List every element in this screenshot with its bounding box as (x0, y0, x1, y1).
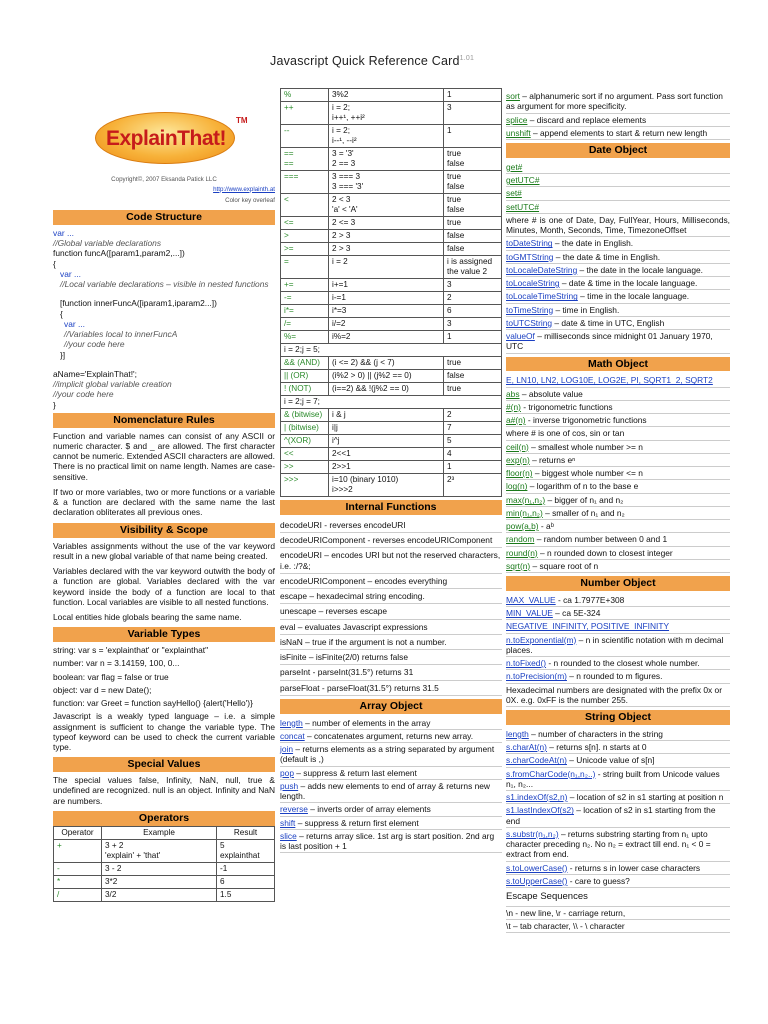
method-desc: – n rounded to m figures. (566, 671, 663, 682)
list-item: parseInt - parseInt(31.5°) returns 31 (280, 665, 502, 680)
column-3 (506, 90, 730, 933)
list-item (506, 862, 730, 875)
list-item (506, 634, 730, 658)
nomenclature-header: Nomenclature Rules (53, 413, 275, 428)
method-link[interactable]: min(n₁,n₂) (506, 507, 543, 518)
date-where: where # is one of Date, Day, FullYear, Hours, Milliseconds, Minutes, Month, Seconds, Time, TimezoneOffset (506, 214, 730, 238)
method-desc: - string built from Unicode values n₁, n₂... (506, 768, 720, 789)
method-link[interactable]: s.substr(n₁,n₂) (506, 828, 559, 839)
method-desc: – the date in the locale language. (577, 264, 703, 275)
method-link[interactable]: toLocaleString (506, 278, 560, 289)
code-structure-header: Code Structure (53, 210, 275, 225)
method-link[interactable]: s.fromCharCode(n₁,n₂..) (506, 768, 596, 779)
method-link[interactable]: #(n) (506, 401, 521, 412)
list-item (506, 791, 730, 804)
date-method-link[interactable]: setUTC# (506, 201, 730, 214)
list-item (506, 388, 730, 401)
method-desc: – time in the locale language. (577, 291, 690, 302)
list-item (506, 304, 730, 317)
method-desc: – returns elements as a string separated by argument (default is ,) (280, 744, 495, 765)
logo-text: ExplainThat! (105, 127, 226, 150)
method-link[interactable]: pow(a,b) (506, 521, 539, 532)
list-item (506, 480, 730, 493)
method-desc: – date & time in the locale language. (559, 278, 698, 289)
list-item (506, 414, 730, 427)
method-link[interactable]: random (506, 534, 535, 545)
method-link[interactable]: length (280, 717, 303, 728)
method-link[interactable]: unshift (506, 127, 531, 138)
table-row: * 3*2 6 (54, 875, 275, 888)
method-desc: – append elements to start & return new length (530, 127, 708, 138)
method-desc: – milliseconds since midnight 01 January 1970, UTC (506, 331, 713, 352)
list-item (506, 401, 730, 414)
method-link[interactable]: floor(n) (506, 468, 533, 479)
column-1: ExplainThat! TM Copyright©, 2007 Eksanda Patick LLC http://www.explainth.at Color key overleaf Code Structure var ... //Global variable declarations function funcA([param1,param2,...]) { var ... //Local variable declarations – visible in nested functions [function innerFuncA([iparam1,iparam2...]) { var ... //Variables local to innerFuncA //your code here }] aName='ExplainThat!'; //implicit global variable creation //your code here } Nomenclature Rules Function and variable names can consist of any ASCII or numeric character. $ and _ are allowed. The first character cannot be numeric. Extended ASCII characters are allowed. There is no practical limit on name length. Names are case-sensitive. If two or more variables, two or more functions or a variable & a function are declared with the same name the last declaration obliterates all previous ones. Visibility & Scope Variables assignments without the use of the var keyword result in a new global variable of that name being created. Variables declared with the var keyword outwith the body of a function are global. Variables declared with the var keyword inside the body of a function are local to that function. Local variables are visible to all nested functions. Local entities hide globals bearing the same name. Variable Types string: var s = 'explainthat' or "explainthat" number: var n = 3.14159, 100, 0... boolean: var flag = false or true object: var d = new Date(); function: var Greet = function sayHello() {alert('Hello')} Javascript is a weakly typed language – i.e. a simple assignment is sufficient to change the variable type. The typeof keyword can be used to check the current variable type. Special Values The special values false, Infinity, NaN, null, true & undefined are recognized. null is an object. Infinity and NaN are numbers. Operators Operator Example Result + 3 + 2 'explain' + 'that' 5 explainthat - 3 - 2 -1 * 3*2 6 / 3/2 1.5 (53, 90, 275, 902)
table-row: += i+=1 3 (281, 279, 502, 292)
method-desc: – number of elements in the array (302, 717, 431, 728)
method-link[interactable]: shift (280, 817, 296, 828)
method-link[interactable]: length (506, 728, 529, 739)
variable-types-p: Javascript is a weakly typed language – i.e. a simple assignment is sufficient to change the variable type. The typeof keyword can be used to check the current variable type. (53, 711, 275, 753)
operators-table-cont (280, 88, 502, 497)
table-row: ! (NOT) (i==2) && !(j%2 == 0) true (281, 383, 502, 396)
method-link[interactable]: MAX_VALUE (506, 594, 556, 605)
list-item (506, 114, 730, 127)
method-link[interactable]: s1.lastIndexOf(s2) (506, 805, 574, 816)
list-item (506, 330, 730, 354)
table-row: & (bitwise) i & j 2 (281, 409, 502, 422)
list-item: decodeURI - reverses encodeURI (280, 518, 502, 533)
method-link[interactable]: pop (280, 767, 294, 778)
method-desc: – the date in English. (552, 238, 634, 249)
method-link[interactable]: toLocaleDateString (506, 264, 578, 275)
date-items (506, 161, 730, 214)
table-row: % 3%2 1 (281, 89, 502, 102)
method-link[interactable]: toTimeString (506, 304, 554, 315)
table-row: + 3 + 2 'explain' + 'that' 5 explainthat (54, 839, 275, 862)
list-item (506, 547, 730, 560)
method-desc: – date & time in UTC, English (552, 317, 665, 328)
method-link[interactable]: sort (506, 91, 520, 101)
list-item (506, 507, 730, 520)
array-list (280, 717, 502, 854)
visibility-p3: Local entities hide globals bearing the same name. (53, 612, 242, 623)
method-link[interactable]: MIN_VALUE (506, 608, 553, 619)
math-methods (506, 388, 730, 574)
method-desc: - n rounded to the closest whole number. (546, 658, 700, 669)
method-link[interactable]: toUTCString (506, 317, 553, 328)
method-link[interactable]: max(n₁,n₂) (506, 494, 546, 505)
list-item (280, 817, 502, 830)
method-desc: – logarithm of n to the base e (527, 481, 639, 492)
method-link[interactable]: exp(n) (506, 454, 530, 465)
list-item (506, 317, 730, 330)
string-header: String Object (506, 710, 730, 725)
method-desc: – the date & time in English. (553, 251, 661, 262)
logo (53, 104, 275, 176)
method-link[interactable]: s.toUpperCase() (506, 875, 568, 886)
list-item (280, 743, 502, 767)
method-desc: – location of s2 in s1 starting at position n (567, 792, 724, 803)
date-method-link[interactable]: set# (506, 187, 730, 200)
website-link[interactable]: http://www.explainth.at (213, 185, 275, 193)
list-item (506, 427, 730, 440)
method-desc: – alphanumeric sort if no argument. Pass sort function as argument for more specificity. (506, 91, 723, 112)
list-item (506, 754, 730, 767)
number-header: Number Object (506, 576, 730, 591)
list-item (506, 290, 730, 303)
method-desc: – adds new elements to end of array & returns new length. (280, 780, 490, 802)
array-list-cont (506, 90, 730, 140)
list-item: isFinite – isFinite(2/0) returns false (280, 650, 502, 665)
table-row: >> 2>>1 1 (281, 461, 502, 474)
color-key: Color key overleaf (225, 197, 275, 205)
method-desc: – location of s2 in s1 starting from the end (506, 805, 716, 826)
method-link[interactable]: push (280, 780, 299, 791)
operators-header: Operators (53, 811, 275, 826)
number-items (506, 594, 730, 684)
method-desc: – returns substring starting from n₁ upto character preceding n₂. No n₂ = extract till end. n₁ < 0 = extract from end. (506, 828, 711, 860)
list-item: unescape – reverses escape (280, 604, 502, 619)
page-title: Javascript Quick Reference Card$^{1.01}$ (270, 54, 475, 68)
table-row: / 3/2 1.5 (54, 888, 275, 901)
list-item (280, 803, 502, 816)
table-row: = i = 2 i is assigned the value 2 (281, 256, 502, 279)
method-link[interactable]: round(n) (506, 547, 538, 558)
visibility-header: Visibility & Scope (53, 523, 275, 538)
math-constants[interactable]: E, LN10, LN2, LOG10E, LOG2E, PI, SQRT1_2, SQRT2 (506, 374, 730, 387)
table-row: - 3 - 2 -1 (54, 862, 275, 875)
number-note: Hexadecimal numbers are designated with the prefix 0x or 0X. e.g. 0xFF is the number 255. (506, 684, 730, 708)
table-row: %= i%=2 1 (281, 331, 502, 344)
method-desc: – time in English. (553, 304, 620, 315)
table-row: <= 2 <= 3 true (281, 217, 502, 230)
table-row: && (AND) (i <= 2) && (j < 7) true (281, 357, 502, 370)
variable-types-header: Variable Types (53, 627, 275, 642)
list-item (506, 804, 730, 828)
method-link[interactable]: concat (280, 730, 305, 741)
method-link[interactable]: log(n) (506, 481, 528, 492)
method-desc: – discard and replace elements (527, 114, 647, 125)
list-item (506, 670, 730, 683)
method-desc: – concatenates argument, returns new array. (304, 730, 474, 741)
copyright: Copyright©, 2007 Eksanda Patick LLC (111, 176, 217, 183)
method-desc: - aᵇ (538, 521, 554, 532)
method-link[interactable]: reverse (280, 804, 308, 815)
method-link[interactable]: valueOf (506, 331, 535, 342)
list-item (506, 533, 730, 546)
table-row: << 2<<1 4 (281, 448, 502, 461)
list-item (506, 277, 730, 290)
method-link[interactable]: join (280, 744, 294, 755)
method-desc: where # is one of cos, sin or tan (506, 428, 625, 439)
method-desc: – returns s[n]. n starts at 0 (546, 742, 647, 753)
table-row: < 2 < 3 'a' < 'A' true false (281, 194, 502, 217)
method-desc: – n in scientific notation with m decimal places. (506, 634, 724, 655)
table-row: ^(XOR) i^j 5 (281, 435, 502, 448)
list-item (506, 875, 730, 888)
list-item (506, 741, 730, 754)
span-row-1: i = 2;j = 5; (281, 344, 502, 357)
list-item: encodeURI – encodes URI but not the reserved characters, i.e. :/?&; (280, 548, 502, 574)
method-link[interactable]: s.charAt(n) (506, 742, 547, 753)
method-desc: – returns array slice. 1st arg is start position. 2nd arg is last position + 1 (280, 830, 495, 852)
list-item (506, 264, 730, 277)
table-row: >>> i=10 (binary 1010) i>>>2 2³ (281, 474, 502, 497)
list-item: isNaN – true if the argument is not a number. (280, 635, 502, 650)
method-link[interactable]: slice (280, 830, 297, 841)
nomenclature-p1: Function and variable names can consist of any ASCII or numeric character. $ and _ are allowed. The first character cannot be numeric. Extended ASCII characters are allowed. There is no practical limit on name length. Names are case-sensitive. (53, 430, 275, 482)
list-item: escape – hexadecimal string encoding. (280, 589, 502, 604)
method-desc: - ca 1.7977E+308 (555, 594, 625, 605)
nomenclature-p2: If two or more variables, two or more functions or a variable & a function are declared with the same name the last declaration obliterates all previous ones. (53, 486, 275, 518)
list-item (280, 780, 502, 804)
internal-header: Internal Functions (280, 500, 502, 515)
list-item (506, 657, 730, 670)
logo-tm: TM (236, 116, 248, 125)
list-item (506, 520, 730, 533)
method-desc: - care to guess? (567, 875, 630, 886)
method-link[interactable]: s1.indexOf(s2,n) (506, 792, 568, 803)
visibility-p2: Variables declared with the var keyword outwith the body of a function are global. Variables declared with the var keyword inside the body of a function are local to that function. Local variables are visible to all nested functions. (53, 566, 275, 607)
method-link[interactable]: s.charCodeAt(n) (506, 755, 567, 766)
date-method-link[interactable]: getUTC# (506, 174, 730, 187)
visibility-p1: Variables assignments without the use of the var keyword result in a new global variable of that name being created. (53, 540, 275, 561)
math-header: Math Object (506, 357, 730, 372)
table-row: -= i-=1 2 (281, 292, 502, 305)
method-desc: – returns eⁿ (529, 454, 576, 465)
list-item: eval – evaluates Javascript expressions (280, 620, 502, 635)
span-row-2: i = 2;j = 7; (281, 396, 502, 409)
method-desc: – suppress & return first element (295, 817, 419, 828)
date-header: Date Object (506, 143, 730, 158)
column-2 (280, 88, 502, 853)
method-desc: - returns s in lower case characters (567, 862, 701, 873)
method-desc: – inverts order of array elements (307, 804, 431, 815)
list-item (280, 730, 502, 743)
list-item (506, 768, 730, 792)
list-item: encodeURIComponent – encodes everything (280, 574, 502, 589)
method-desc: – n rounded down to closest integer (537, 547, 673, 558)
method-link[interactable]: a#(n) (506, 415, 526, 426)
method-desc: - trigonometric functions (520, 401, 613, 412)
list-item (506, 828, 730, 862)
method-desc: – random number between 0 and 1 (534, 534, 668, 545)
table-row: -- i = 2; i--¹, --i² 1 (281, 125, 502, 148)
escape-title: Escape Sequences (506, 888, 730, 907)
table-row: | (bitwise) i|j 7 (281, 422, 502, 435)
list-item (506, 494, 730, 507)
method-link[interactable]: n.toPrecision(m) (506, 671, 567, 682)
method-link[interactable]: abs (506, 388, 520, 399)
list-item (506, 127, 730, 140)
method-link[interactable]: splice (506, 114, 528, 125)
list-item: parseFloat - parseFloat(31.5°) returns 31.5 (280, 681, 502, 696)
internal-list (280, 518, 502, 696)
escape-line-1: \n - new line, \r - carriage return, (506, 907, 730, 920)
list-item (506, 728, 730, 741)
list-item (506, 454, 730, 467)
escape-line-2: \t – tab character, \\ - \ character (506, 920, 730, 933)
list-item (506, 607, 730, 620)
method-link[interactable]: s.toLowerCase() (506, 862, 568, 873)
method-link[interactable]: sqrt(n) (506, 560, 531, 571)
code-structure: var ... //Global variable declarations function funcA([param1,param2,...]) { var ... //Local variable declarations – visible in nested functions [function innerFuncA([iparam1,iparam2...]) { var ... //Variables local to innerFuncA //your code here }] aName='ExplainThat!'; //implicit global variable creation //your code here } (53, 227, 269, 410)
table-row: || (OR) (i%2 > 0) || (j%2 == 0) false (281, 370, 502, 383)
method-link[interactable]: toLocaleTimeString (506, 291, 578, 302)
date-methods (506, 237, 730, 353)
table-row: > 2 > 3 false (281, 230, 502, 243)
table-row: ++ i = 2; i++¹, ++i² 3 (281, 102, 502, 125)
array-header: Array Object (280, 699, 502, 714)
special-values-p: The special values false, Infinity, NaN, null, true & undefined are recognized. null is an object. Infinity and NaN are numbers. (53, 775, 275, 806)
method-link[interactable]: toGMTString (506, 251, 554, 262)
method-desc: – smaller of n₁ and n₂ (542, 507, 625, 518)
table-row: == == 3 = '3' 2 == 3 true false (281, 148, 502, 171)
method-desc: – bigger of n₁ and n₂ (545, 494, 624, 505)
list-item: decodeURIComponent - reverses encodeURIComponent (280, 533, 502, 548)
method-desc: – square root of n (530, 560, 599, 571)
date-method-link[interactable]: get# (506, 161, 730, 174)
method-desc: - inverse trigonometric functions (525, 415, 647, 426)
special-values-header: Special Values (53, 757, 275, 772)
list-item (506, 560, 730, 573)
list-item (280, 767, 502, 780)
list-item (506, 441, 730, 454)
method-link[interactable]: ceil(n) (506, 441, 529, 452)
method-link[interactable]: n.toFixed() (506, 658, 547, 669)
list-item (506, 90, 730, 114)
method-link[interactable]: n.toExponential(m) (506, 634, 577, 645)
method-desc: – ca 5E-324 (552, 608, 601, 619)
operators-body (54, 839, 275, 901)
list-item (506, 237, 730, 250)
method-desc: – biggest whole number <= n (532, 468, 643, 479)
method-desc: – smallest whole number >= n (528, 441, 643, 452)
list-item (280, 717, 502, 730)
method-desc: – Unicode value of s[n] (566, 755, 655, 766)
method-link[interactable]: toDateString (506, 238, 553, 249)
string-items (506, 728, 730, 888)
method-link[interactable]: NEGATIVE_INFINITY, POSITIVE_INFINITY (506, 621, 670, 632)
method-desc: – absolute value (519, 388, 583, 399)
list-item (506, 594, 730, 607)
version: 1.01 (459, 54, 475, 62)
table-row: === 3 === 3 3 === '3' true false (281, 171, 502, 194)
table-row: >= 2 > 3 false (281, 243, 502, 256)
operators-table: Operator Example Result + 3 + 2 'explain' + 'that' 5 explainthat - 3 - 2 -1 * 3*2 6 / 3/2 1.5 (53, 826, 275, 902)
list-item (506, 620, 730, 633)
method-desc: – suppress & return last element (293, 767, 417, 778)
list-item (506, 467, 730, 480)
list-item (506, 251, 730, 264)
table-row: /= i/=2 3 (281, 318, 502, 331)
table-row: i*= i*=3 6 (281, 305, 502, 318)
list-item (280, 830, 502, 854)
method-desc: – number of characters in the string (528, 728, 663, 739)
